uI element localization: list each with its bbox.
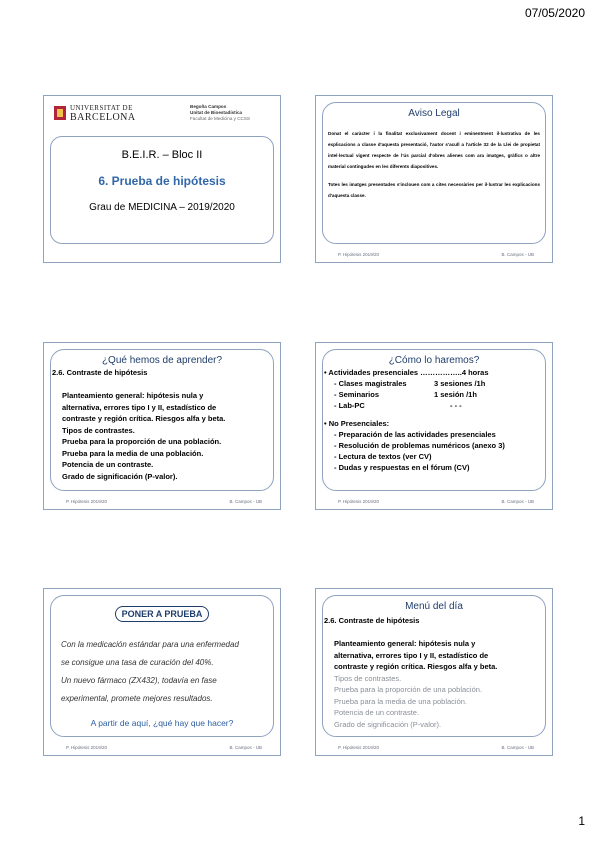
slide-title: Menú del día [405,601,463,612]
footer-right: B. Campos - UB [229,745,262,750]
cover-box [50,136,274,244]
print-date: 07/05/2020 [524,6,585,20]
list-item: Tipos de contrastes. [62,425,135,435]
section-heading: 2.6. Contraste de hipótesis [324,616,420,625]
list-item: Prueba para la media de una población. [334,696,468,706]
activity-name: - Seminarios [334,390,380,399]
footer-right: B. Campos - UB [501,745,534,750]
list-item: Prueba para la proporción de una población. [62,437,222,446]
list-item: Potencia de un contraste. [62,460,154,469]
activity-value: - - - [450,401,462,410]
slide-footer [338,745,534,750]
scenario-line: se consigue una tasa de curación del 40%. [61,658,214,667]
activity-value: 1 sesión /1h [434,390,477,399]
list-item: contraste y región crítica. Riesgos alfa y beta. [334,662,498,671]
logo-line-2: BARCELONA [70,112,136,123]
slide-legal [315,95,553,263]
slide-frame [50,595,274,737]
slide-methodology [315,342,553,510]
footer-right: B. Campos - UB [501,499,534,504]
list-item: - Preparación de las actividades presenciales [334,430,496,439]
activities-list [324,367,544,473]
slide-footer [66,499,262,504]
author-faculty: Facultat de Medicina y CCSS [190,116,250,121]
slide-title: Aviso Legal [408,108,460,119]
author-block [190,104,250,122]
list-item: Planteamiento general: hipótesis nula y [334,639,476,648]
non-presential-heading: • No Presenciales: [324,419,390,428]
footer-left: P. Hipótesis 2019/20 [338,252,379,257]
footer-left: P. Hipótesis 2019/20 [66,745,107,750]
list-item: Grado de significación (P-valor). [334,719,442,729]
list-item: alternativa, errores tipo I y II, estadístico de [62,402,217,412]
university-logo [54,104,136,122]
activity-name: - Clases magistrales [334,379,407,388]
list-item: Planteamiento general: hipótesis nula y [62,391,204,400]
list-item [334,389,544,400]
scenario-line: Con la medicación estándar para una enfermedad [61,640,239,649]
logo-line-1: UNIVERSITAT DE [70,104,133,112]
list-item: Prueba para la media de una población. [62,448,204,458]
list-item: - Dudas y respuestas en el fórum (CV) [334,463,470,472]
activity-value: 3 sesiones /1h [434,379,486,388]
course-title: B.E.I.R. – Bloc II [121,149,203,161]
page-number: 1 [578,814,585,828]
slide-footer [66,745,262,750]
scenario-line: experimental, promete mejores resultados. [61,694,213,703]
list-item: alternativa, errores tipo I y II, estadístico de [334,650,489,660]
topic-list [62,390,272,482]
slide-title: ¿Qué hemos de aprender? [101,355,223,366]
scenario-text [61,636,263,708]
slide-footer [338,499,534,504]
list-item: contraste y región crítica. Riesgos alfa y beta. [62,414,226,423]
slide-cover [43,95,281,263]
slide-daily-menu [315,588,553,756]
slide-title: PONER A PRUEBA [115,606,209,622]
footer-left: P. Hipótesis 2019/20 [338,499,379,504]
topic-title: 6. Prueba de hipótesis [98,174,226,188]
crest-icon [54,106,66,120]
slide-put-to-test [43,588,281,756]
list-item: - Resolución de problemas numéricos (anexo 3) [334,441,505,450]
list-item: Tipos de contrastes. [334,673,402,683]
scenario-line: Un nuevo fármaco (ZX432), todavía en fase [61,676,217,685]
question-text: A partir de aquí, ¿qué hay que hacer? [90,718,234,728]
legal-paragraph-2: Totes les imatges presentades s'inclouen com a cites necessàries per il·lustrar les explicacions d'aquesta classe. [328,182,540,198]
topic-list [334,638,544,730]
author-name: Begoña Campos [190,104,227,109]
activity-name: - Lab-PC [334,401,365,410]
slide-footer [338,252,534,257]
list-item: - Lectura de textos (ver CV) [334,452,432,461]
legal-text [328,128,540,208]
list-item: Grado de significación (P-valor). [62,471,178,481]
section-heading: 2.6. Contraste de hipótesis [52,368,148,377]
list-item: Prueba para la proporción de una población. [334,685,483,694]
list-item: Potencia de un contraste. [334,708,420,717]
footer-left: P. Hipótesis 2019/20 [338,745,379,750]
author-unit: Unitat de Bioestadística [190,110,243,115]
footer-right: B. Campos - UB [229,499,262,504]
list-item [334,378,544,389]
degree-title: Grau de MEDICINA – 2019/2020 [89,202,235,213]
footer-right: B. Campos - UB [501,252,534,257]
legal-paragraph-1: Donat el caràcter i la finalitat exclusivament docent i eminentment il·lustrativa de les explicacions a classe d'aquesta presentació, l'autor s'acull a l'article 32 de la Llei de propietat intel·lectual vigent respecte de l'ús parcial d'obres alienes com ara imatges, gràfics o altre material contingudes en les diferents diapositives. [328,131,540,169]
slide-learning-goals [43,342,281,510]
slide-title: ¿Cómo lo haremos? [388,355,480,366]
list-item [334,400,544,411]
footer-left: P. Hipótesis 2019/20 [66,499,107,504]
presential-heading: • Actividades presenciales ……………..4 horas [324,368,489,377]
